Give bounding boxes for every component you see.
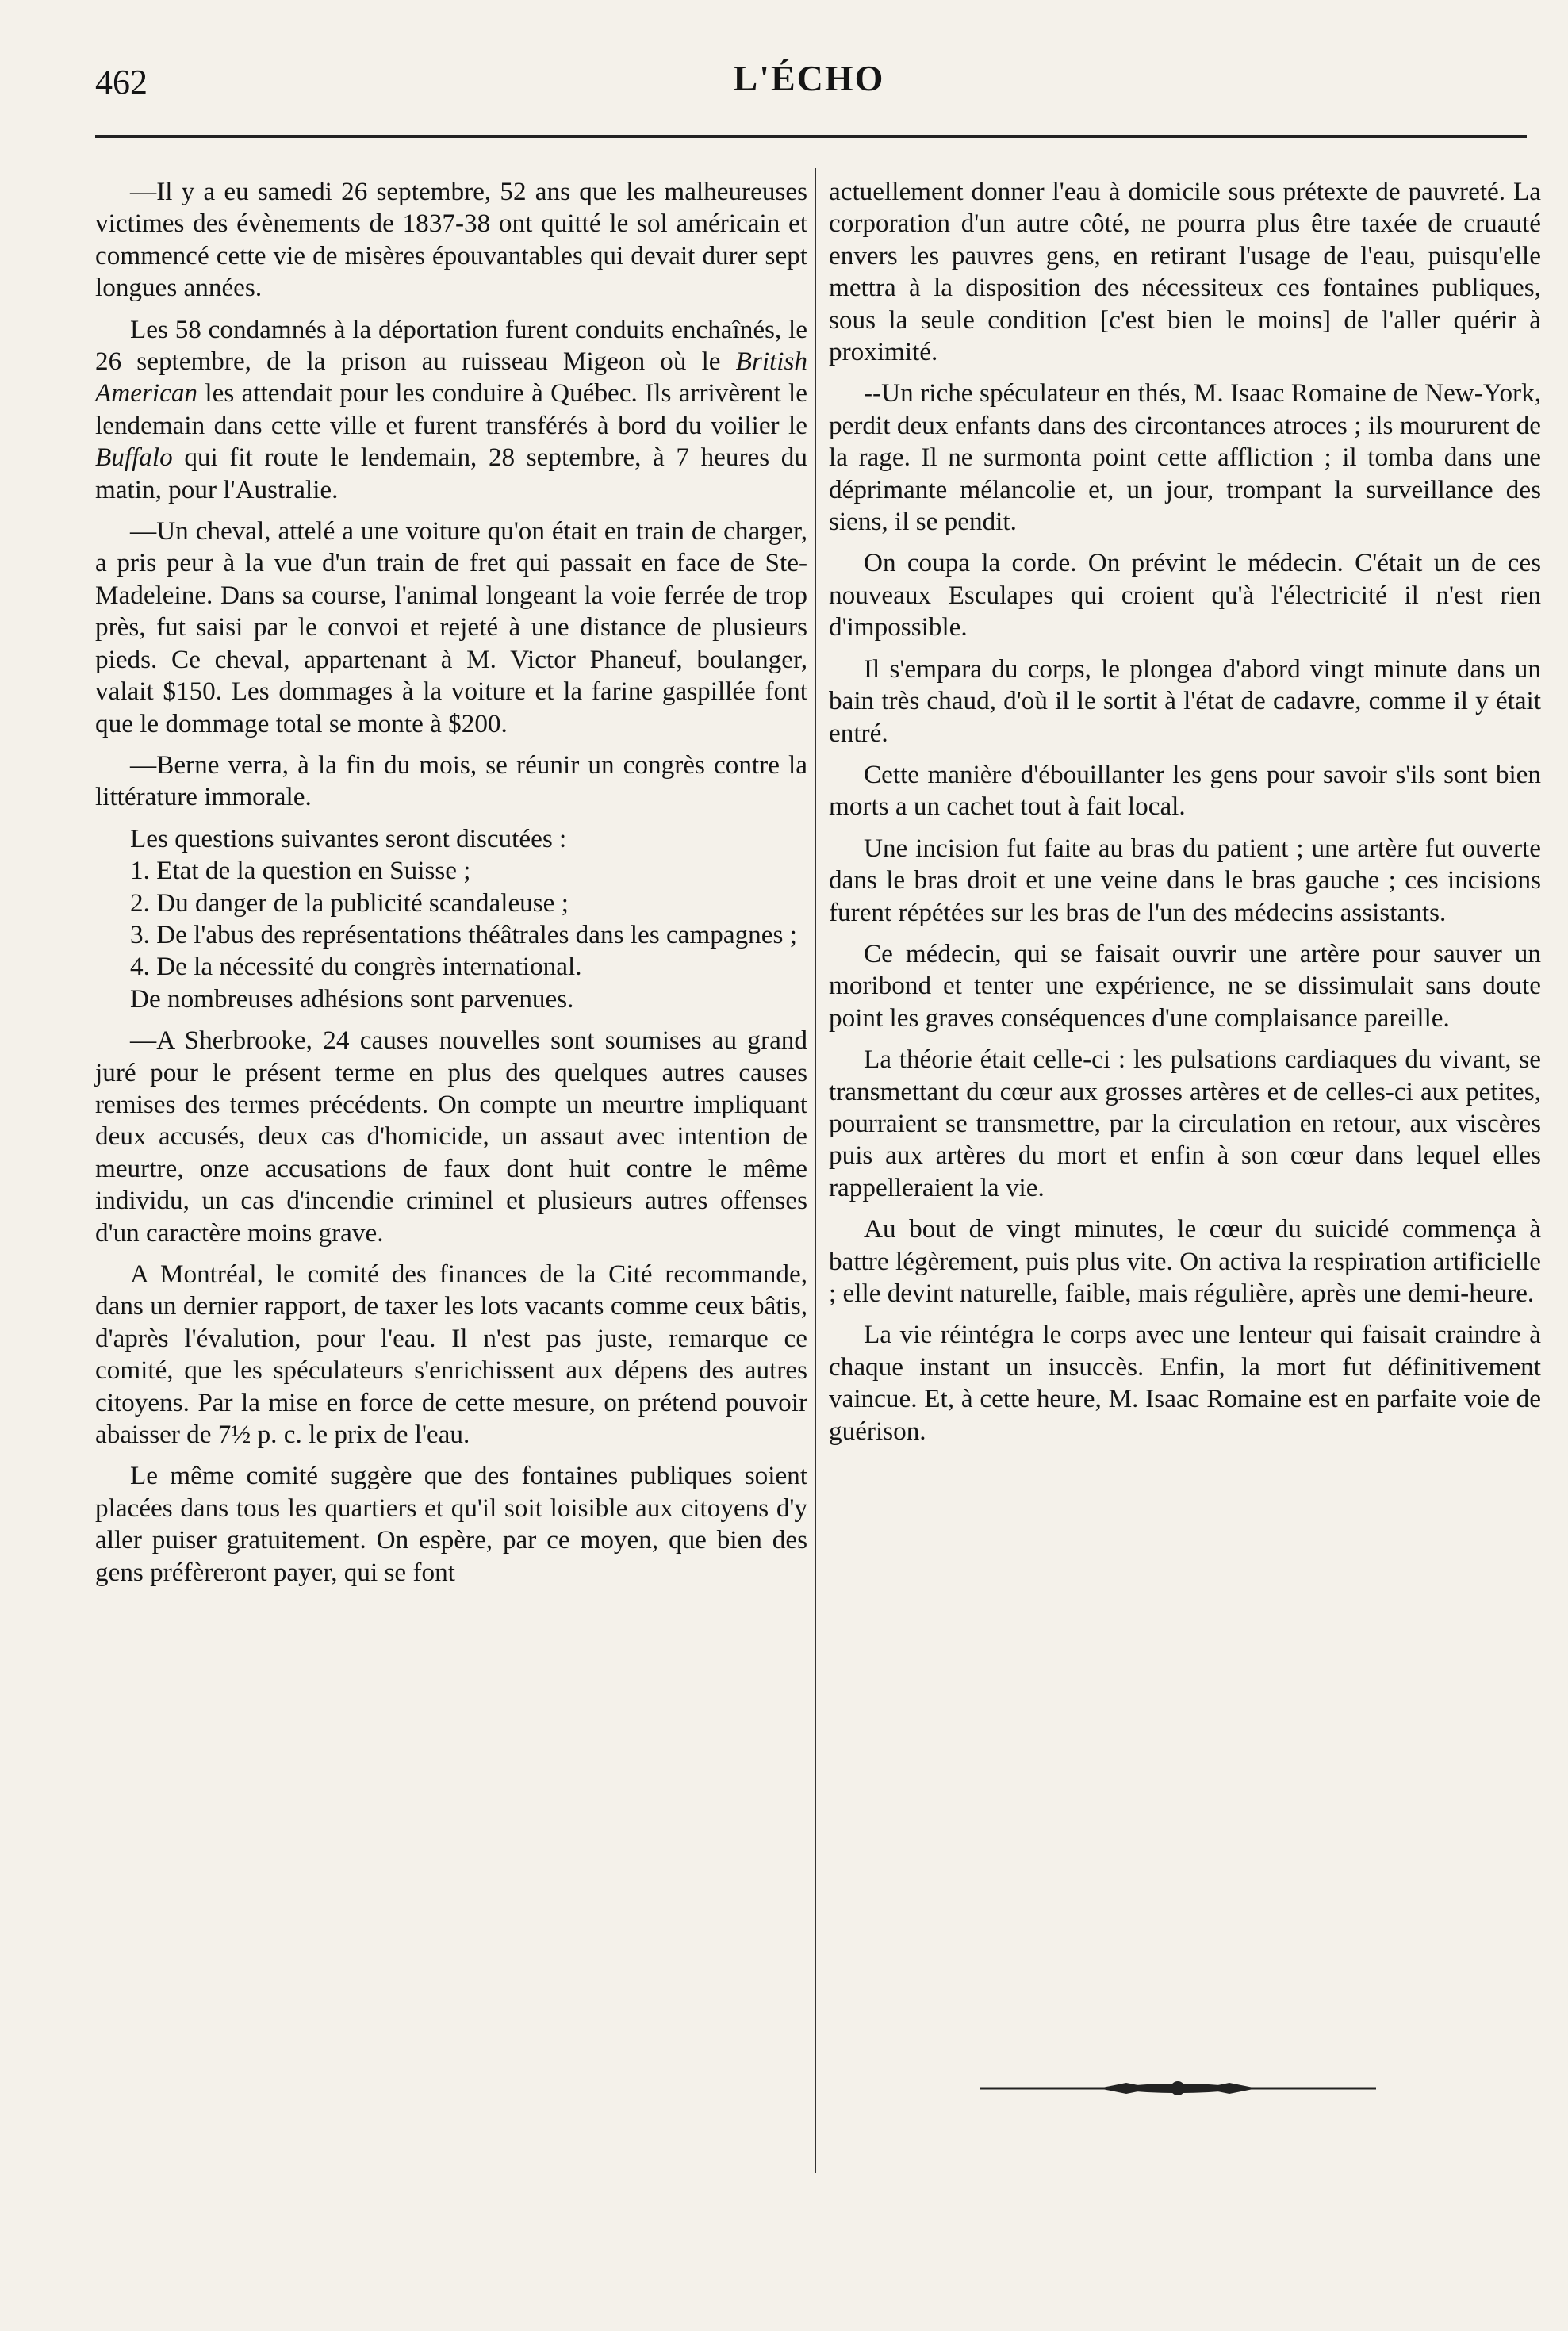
paragraph: Ce médecin, qui se faisait ouvrir une artère pour sauver un moribond et tenter une expérience, ne se dissimulait sans doute point les graves conséquences d'une complaisance pareille. [829,938,1541,1033]
paragraph: Au bout de vingt minutes, le cœur du suicidé commença à battre légèrement, puis plus vite. On activa la respiration artificielle ; elle devint naturelle, faible, mais régulière, après une demi-heure. [829,1214,1541,1308]
article-horse-accident: —Un cheval, attelé a une voiture qu'on était en train de charger, a pris peur à la vue d'un train de fret qui passait en face de Ste-Madeleine. Dans sa course, l'animal longeant la voie ferrée de trop près, fut saisi par le convoi et rejeté à une distance de plusieurs pieds. Ce cheval, appartenant à M. Victor Phaneuf, boulanger, valait $150. Les dommages à la voiture et la farine gaspillée font que le dommage total se monte à $200. [95,516,807,738]
right-column [829,176,1541,1457]
article-deportation-details: Les 58 condamnés à la déportation furent conduits enchaînés, le 26 septembre, de la prison au ruisseau Migeon où le British American les attendait pour les conduire à Québec. Ils arrivèrent le lendemain dans cette ville et furent transférés à bord du voilier le Buffalo qui fit route le lendemain, 28 septembre, à 7 heures du matin, pour l'Australie. [95,314,807,504]
article-montreal-finance: A Montréal, le comité des finances de la Cité recommande, dans un dernier rapport, de taxer les lots vacants comme ceux bâtis, d'après l'évalution, pour l'eau. Il n'est pas juste, remarque ce comité, que les spéculateurs s'enrichissent aux dépens des autres citoyens. Par la mise en force de cette mesure, on prétend pouvoir abaisser de 7½ p. c. le prix de l'eau. [95,1259,807,1450]
page-number: 462 [95,63,148,102]
list-item: 2. Du danger de la publicité scandaleuse ; [130,888,569,918]
paragraph: De nombreuses adhésions sont parvenues. [130,983,574,1014]
list-item: 4. De la nécessité du congrès international. [130,952,582,982]
paragraph: Il s'empara du corps, le plongea d'abord vingt minute dans un bain très chaud, d'où il le sortit à l'état de cadavre, comme il y était entré. [829,654,1541,748]
left-column [95,176,807,1598]
paragraph: La théorie était celle-ci : les pulsations cardiaques du vivant, se transmettant du cœur aux grosses artères et de celles-ci aux petites, pourraient se transmettre, par la circulation en retour, aux viscères puis aux artères du mort et enfin à son cœur dans lequel elles rappelleraient la vie. [829,1045,1541,1202]
article-public-fountains: Le même comité suggère que des fontaines publiques soient placées dans tous les quartiers et qu'il soit loisible aux citoyens d'y aller puiser gratuitement. On espère, par ce moyen, que bien des gens préfèreront payer, qui se font [95,1461,807,1587]
article-sherbrooke-court: —A Sherbrooke, 24 causes nouvelles sont soumises au grand juré pour le présent terme en plus des quelques autres causes remises des termes précédents. On compte un meurtre impliquant deux accusés, deux cas d'homicide, un assaut avec intention de meurtre, onze accusations de faux dont huit contre le même individu, un cas d'incendie criminel et plusieurs autres offenses d'un caractère moins grave. [95,1026,807,1248]
list-item: 1. Etat de la question en Suisse ; [130,856,471,886]
list-item: 3. De l'abus des représentations théâtrales dans les campagnes ; [130,919,797,949]
article-berne-congress: —Berne verra, à la fin du mois, se réunir un congrès contre la littérature immorale. [95,750,807,812]
ship-name: Buffalo [95,443,173,473]
ship-name: British American [95,347,807,408]
header-rule [95,135,1527,138]
article-deportation-anniversary: —Il y a eu samedi 26 septembre, 52 ans que les malheureuses victimes des évènements de 1837-38 ont quitté le sol américain et commencé cette vie de misères épouvantables qui devait durer sept longues années. [95,177,807,303]
running-title: L'ÉCHO [733,58,885,98]
paragraph: On coupa la corde. On prévint le médecin. C'était un de ces nouveaux Esculapes qui croient qu'à l'électricité il n'est rien d'impossible. [829,548,1541,642]
article-continuation: actuellement donner l'eau à domicile sous prétexte de pauvreté. La corporation d'un autre côté, ne pourra plus être taxée de cruauté envers les pauvres gens, en retirant l'usage de l'eau, puisqu'elle mettra à la disposition des nécessiteux ces fontaines publiques, sous la seule condition [c'est bien le moins] de l'aller quérir à proximité. [829,177,1541,367]
paragraph: Les questions suivantes seront discutées : [130,823,567,853]
column-divider [815,168,816,2173]
paragraph: Une incision fut faite au bras du patient ; une artère fut ouverte dans le bras droit et une veine dans le bras gauche ; ces incisions furent répétées sur les bras de l'un des médecins assistants. [829,833,1541,927]
paragraph: La vie réintégra le corps avec une lenteur qui faisait craindre à chaque instant un insuccès. Enfin, la mort fut définitivement vaincue. Et, à cette heure, M. Isaac Romaine est en parfaite voie de guérison. [829,1320,1541,1446]
section-end-ornament-icon [980,2076,1376,2100]
article-isaac-romaine: --Un riche spéculateur en thés, M. Isaac Romaine de New-York, perdit deux enfants dans des circontances atroces ; ils moururent de la rage. Il ne surmonta point cette affliction ; il tomba dans une déprimante mélancolie et, un jour, trompant la surveillance des siens, il se pendit. [829,378,1541,537]
page-header [95,57,1523,113]
paragraph: Cette manière d'ébouillanter les gens pour savoir s'ils sont bien morts a un cachet tout à fait local. [829,759,1541,822]
